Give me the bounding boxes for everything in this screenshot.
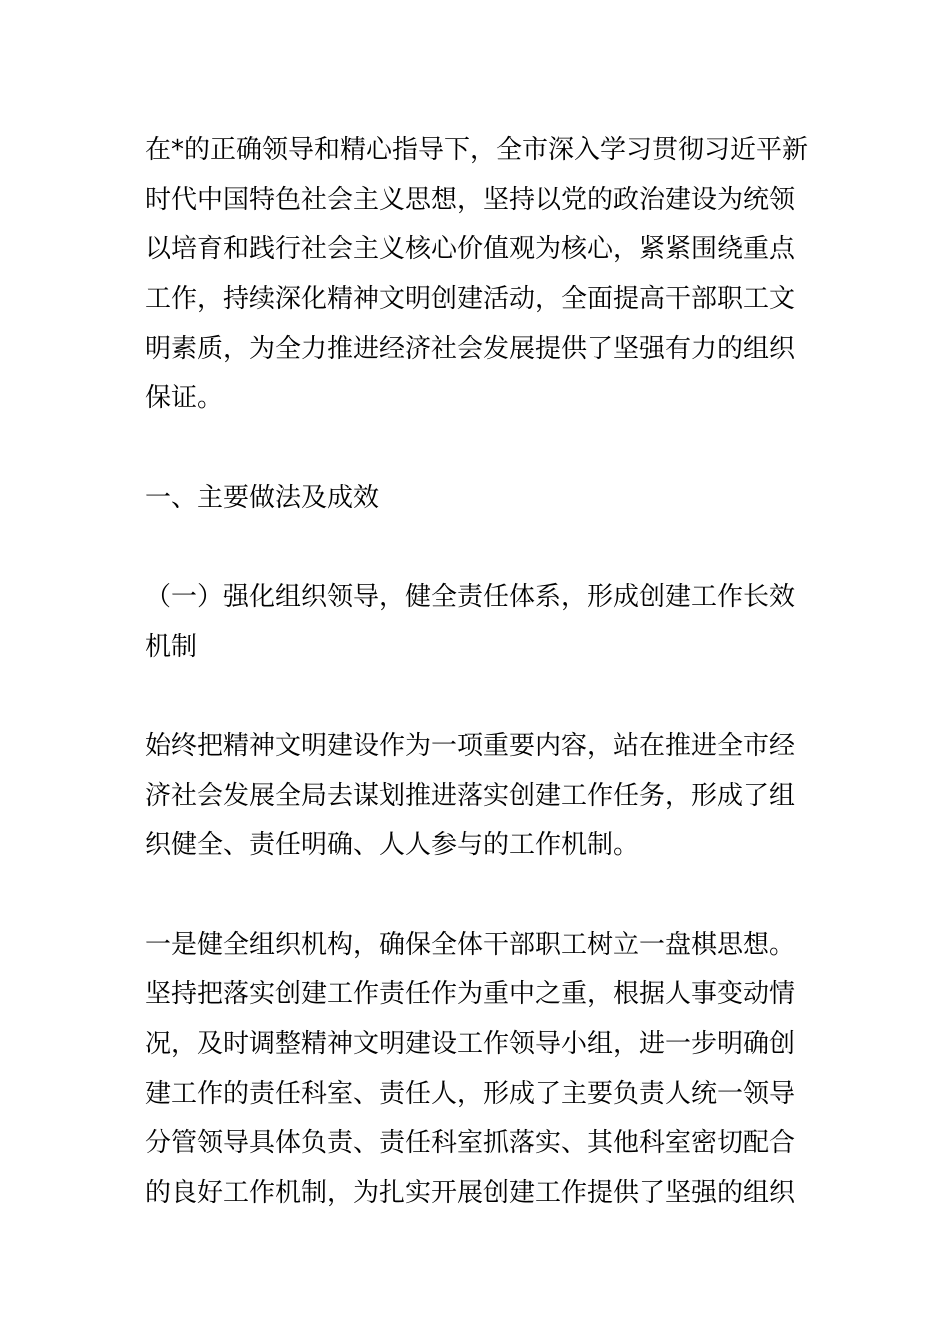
intro-line: 以培育和践行社会主义核心价值观为核心，紧紧围绕重点 xyxy=(145,234,796,264)
intro-line: 时代中国特色社会主义思想，坚持以党的政治建设为统领 xyxy=(145,185,796,215)
section-heading: 一、主要做法及成效 xyxy=(145,483,380,513)
paragraph-line: 织健全、责任明确、人人参与的工作机制。 xyxy=(145,830,640,860)
paragraph-line: 始终把精神文明建设作为一项重要内容，站在推进全市经 xyxy=(145,731,796,761)
paragraph-line: 一是健全组织机构，确保全体干部职工树立一盘棋思想。 xyxy=(145,930,796,960)
paragraph-line: 分管领导具体负责、责任科室抓落实、其他科室密切配合 xyxy=(145,1128,796,1158)
subsection-heading: 机制 xyxy=(145,632,198,662)
paragraph-line: 坚持把落实创建工作责任作为重中之重，根据人事变动情 xyxy=(145,979,796,1009)
subsection-heading: （一）强化组织领导，健全责任体系，形成创建工作长效 xyxy=(145,582,796,612)
paragraph-line: 况，及时调整精神文明建设工作领导小组，进一步明确创 xyxy=(145,1029,796,1059)
paragraph-line: 济社会发展全局去谋划推进落实创建工作任务，形成了组 xyxy=(145,781,796,811)
paragraph-line: 的良好工作机制，为扎实开展创建工作提供了坚强的组织 xyxy=(145,1178,796,1208)
intro-line: 保证。 xyxy=(145,383,224,413)
paragraph-line: 建工作的责任科室、责任人，形成了主要负责人统一领导 xyxy=(145,1079,796,1109)
intro-line: 在*的正确领导和精心指导下，全市深入学习贯彻习近平新 xyxy=(145,135,809,165)
intro-line: 明素质，为全力推进经济社会发展提供了坚强有力的组织 xyxy=(145,334,796,364)
intro-line: 工作，持续深化精神文明创建活动，全面提高干部职工文 xyxy=(145,284,796,314)
